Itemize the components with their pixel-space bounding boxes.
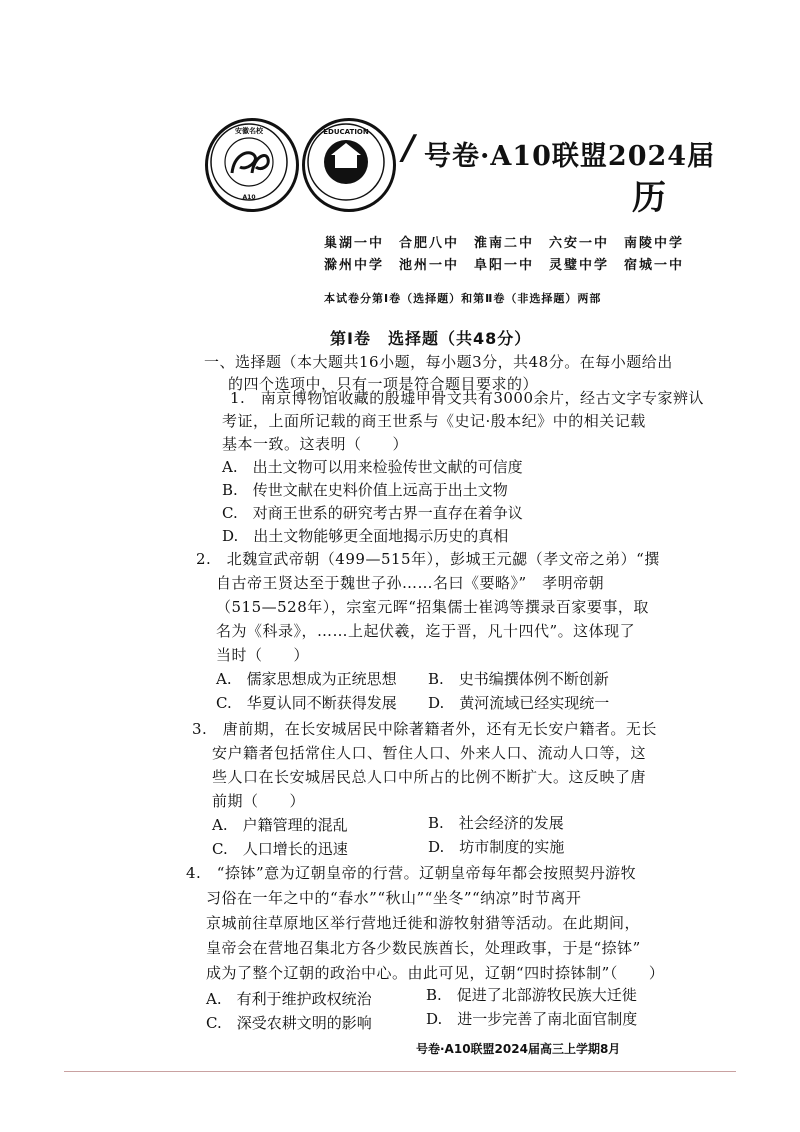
section-intro-line-2: 的四个选项中，只有一项是符合题目要求的） [228, 375, 539, 393]
question-2-line-4: 名为《科录》，……上起伏羲，迄于晋，凡十四代”。这体现了 [216, 622, 636, 640]
question-4-line-2: 习俗在一年之中的“春水”“秋山”“坐冬”“纳凉”时节离开 [206, 889, 582, 907]
question-2-line-1: 2. 北魏宣武帝朝（499—515年），彭城王元勰（孝文帝之弟）“撰 [196, 550, 660, 568]
schools-line-2: 滁州中学 池州一中 阜阳一中 灵璧中学 宿城一中 [324, 258, 685, 273]
question-4-line-5: 成为了整个辽朝的政治中心。由此可见，辽朝“四时捺钵制”（ ） [206, 964, 665, 982]
question-2-line-5: 当时（ ） [216, 646, 310, 664]
question-4-option-b[interactable]: B. 促进了北部游牧民族大迁徙 [426, 986, 637, 1004]
education-seal-emblem-icon [305, 121, 393, 209]
question-4-line-4: 皇帝会在营地召集北方各少数民族酋长，处理政事，于是“捺钵” [206, 939, 641, 957]
question-2-option-b[interactable]: B. 史书编撰体例不断创新 [428, 670, 609, 688]
exam-title: 号卷·A10联盟2024届 [424, 141, 716, 172]
question-3-line-3: 些人口在长安城居民总人口中所占的比例不断扩大。这反映了唐 [212, 768, 647, 786]
svg-text:安徽名校: 安徽名校 [235, 127, 263, 135]
question-1-option-b[interactable]: B. 传世文献在史料价值上远高于出土文物 [222, 481, 508, 499]
title-bar-mark: / [402, 128, 415, 168]
question-1-option-c[interactable]: C. 对商王世系的研究考古界一直存在着争议 [222, 504, 523, 522]
question-3-option-c[interactable]: C. 人口增长的迅速 [212, 840, 348, 858]
alliance-seal-logo [205, 118, 299, 212]
svg-text:A10: A10 [242, 194, 256, 201]
svg-text:EDUCATION: EDUCATION [323, 128, 369, 136]
question-1-option-d[interactable]: D. 出土文物能够更全面地揭示历史的真相 [222, 527, 509, 545]
question-1-option-a[interactable]: A. 出土文物可以用来检验传世文献的可信度 [222, 458, 523, 476]
question-4-option-a[interactable]: A. 有利于维护政权统治 [206, 990, 372, 1008]
alliance-seal-emblem-icon [208, 121, 296, 209]
subject-title: 历 [632, 178, 666, 218]
question-3-line-1: 3. 唐前期，在长安城居民中除著籍者外，还有无长安户籍者。无长 [192, 720, 657, 738]
footer-divider [64, 1071, 736, 1072]
schools-line-1: 巢湖一中 合肥八中 淮南二中 六安一中 南陵中学 [324, 236, 685, 251]
question-2-line-2: 自古帝王贤达至于魏世子孙……名曰《要略》” 孝明帝朝 [216, 574, 605, 592]
section-title: 第Ⅰ卷 选择题（共48分） [330, 329, 532, 348]
question-2-option-a[interactable]: A. 儒家思想成为正统思想 [216, 670, 397, 688]
question-2-option-d[interactable]: D. 黄河流域已经实现统一 [428, 694, 610, 712]
question-2-option-c[interactable]: C. 华夏认同不断获得发展 [216, 694, 397, 712]
question-3-option-b[interactable]: B. 社会经济的发展 [428, 814, 564, 832]
question-4-option-d[interactable]: D. 进一步完善了南北面官制度 [426, 1010, 638, 1028]
question-3-line-4: 前期（ ） [212, 792, 306, 810]
education-seal-logo [302, 118, 396, 212]
page-footer: 号卷·A10联盟2024届高三上学期8月 [416, 1042, 621, 1056]
question-3-option-d[interactable]: D. 坊市制度的实施 [428, 838, 565, 856]
question-3-option-a[interactable]: A. 户籍管理的混乱 [212, 816, 348, 834]
question-4-option-c[interactable]: C. 深受农耕文明的影响 [206, 1014, 372, 1032]
question-1-line-1: 1. 南京博物馆收藏的殷墟甲骨文共有3000余片，经古文字专家辨认 [230, 389, 704, 407]
question-3-line-2: 安户籍者包括常住人口、暂住人口、外来人口、流动人口等，这 [212, 744, 647, 762]
exam-note: 本试卷分第Ⅰ卷（选择题）和第Ⅱ卷（非选择题）两部 [324, 292, 602, 305]
question-1-line-2: 考证，上面所记载的商王世系与《史记·殷本纪》中的相关记载 [222, 412, 646, 430]
question-4-line-1: 4. “捺钵”意为辽朝皇帝的行营。辽朝皇帝每年都会按照契丹游牧 [186, 864, 637, 882]
question-1-line-3: 基本一致。这表明（ ） [222, 435, 409, 453]
question-4-line-3: 京城前往草原地区举行营地迁徙和游牧射猎等活动。在此期间， [206, 914, 641, 932]
section-intro-line-1: 一、选择题（本大题共16小题，每小题3分，共48分。在每小题给出 [204, 353, 673, 371]
question-2-line-3: （515—528年），宗室元晖“招集儒士崔鸿等撰录百家要事，取 [216, 598, 649, 616]
